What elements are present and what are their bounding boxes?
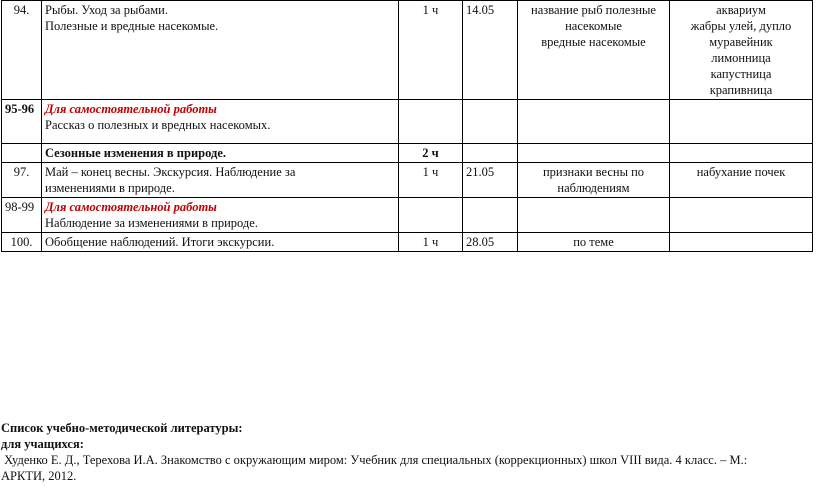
lesson-date: 14.05 [463, 1, 518, 100]
lesson-topic: Обобщение наблюдений. Итоги экскурсии. [42, 233, 399, 252]
lesson-hours: 1 ч [399, 1, 463, 100]
lesson-date: 28.05 [463, 233, 518, 252]
section-title: Сезонные изменения в природе. [42, 144, 399, 163]
section-hours: 2 ч [399, 144, 463, 163]
lesson-number: 97. [2, 163, 42, 198]
lesson-equipment: аквариум жабры улей, дупло муравейник лимонница капустница крапивница [670, 1, 813, 100]
lesson-topic: Рыбы. Уход за рыбами. Полезные и вредные насекомые. [42, 1, 399, 100]
lesson-topic: Для самостоятельной работы Рассказ о полезных и вредных насекомых. [42, 100, 399, 144]
table-row [2, 198, 813, 233]
table-row [2, 233, 813, 252]
literature-reference-cont: АРКТИ, 2012. [1, 469, 77, 483]
lesson-number: 95-96 [2, 100, 42, 144]
lesson-plan-table [1, 0, 813, 252]
literature-subtitle: для учащихся: [1, 437, 84, 451]
section-row [2, 144, 813, 163]
lesson-date: 21.05 [463, 163, 518, 198]
lesson-number: 100. [2, 233, 42, 252]
lesson-equipment: набухание почек [670, 163, 813, 198]
lesson-number: 94. [2, 1, 42, 100]
table-row [2, 100, 813, 144]
literature-section [1, 420, 813, 484]
lesson-number: 98-99 [2, 198, 42, 233]
lesson-topic: Май – конец весны. Экскурсия. Наблюдение за изменениями в природе. [42, 163, 399, 198]
literature-reference: Худенко Е. Д., Терехова И.А. Знакомство с окружающим миром: Учебник для специальных (коррекционных) школ VIII вида. 4 класс. – М.: [1, 453, 748, 467]
table-row [2, 1, 813, 100]
lesson-hours: 1 ч [399, 163, 463, 198]
literature-title: Список учебно-методической литературы: [1, 421, 243, 435]
table-row [2, 163, 813, 198]
lesson-concepts: признаки весны по наблюдениям [518, 163, 670, 198]
lesson-hours: 1 ч [399, 233, 463, 252]
lesson-concepts: название рыб полезные насекомые вредные насекомые [518, 1, 670, 100]
lesson-concepts: по теме [518, 233, 670, 252]
lesson-topic: Для самостоятельной работы Наблюдение за изменениями в природе. [42, 198, 399, 233]
